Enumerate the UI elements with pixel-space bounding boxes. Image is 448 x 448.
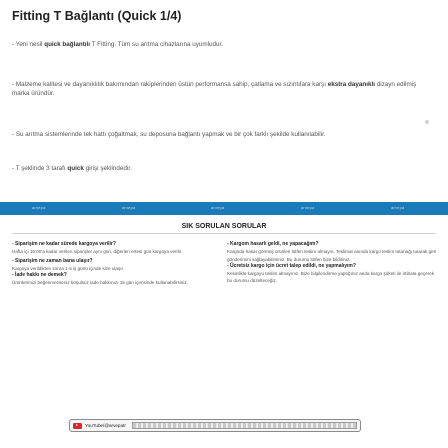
- faq-answer: Kargoya verildikten sonra 1-5 iş günü içinde size ulaşır.: [12, 265, 125, 271]
- faq-question: - Ücretsiz kargo için ücret talep edildi, ne yapmalıyım?: [227, 262, 356, 269]
- faq-answer: Kesinlikle kargoyu teslim almayınız. Bize bilgilendirme yaptığınız anda kargo şirketi ile irtibata geçerek bu durumu düzelteceğiz.: [227, 271, 435, 284]
- faq-question: - Siparişim ne zaman bana ulaşır?: [12, 257, 93, 264]
- brand-logo: arvepa: [211, 205, 225, 210]
- description-paragraph: - Yeni nesil quick bağlantılı T Fitting. Tüm su arıtma cihazlarına uyumludur.: [12, 41, 224, 48]
- description-paragraph: - T şeklinde 3 tarafı quick girişi şeklindedir.: [12, 165, 132, 172]
- faq-answer: Kargoda hasar görmüş ürünleri lütfen teslim almayın. Teslimat anında kargo teslim tutanağı tutarak geri gönderimini sağlayabilirsiniz. Bu durumu lütfen bize bildiriniz.: [227, 249, 437, 262]
- faq-answer: Ürünlerimizi beğenmezseniz koşulsuz iade hakkınızı 15 gün içerisinde kullanabilirsiniz.: [12, 280, 188, 286]
- description-paragraph: - Su arıtma sistemlerinde tek hattı çoğaltmak, su deposuna bağlantı yapmak ve bir çok farklı şekilde kullanılabilir.: [12, 131, 326, 138]
- brand-logo: arvepa: [122, 205, 136, 210]
- faq-question: - Siparişim ne kadar sürede kargoya verilir?: [12, 241, 116, 247]
- faq-title: SIK SORULAN SORULAR: [181, 223, 267, 230]
- youtube-footer-bar[interactable]: [69, 419, 361, 432]
- faq-question: - İade hakkı ne demek?: [12, 272, 67, 279]
- faq-question: - Kargom hasarlı geldi, ne yapacağım?: [227, 241, 319, 247]
- youtube-icon: [73, 423, 82, 429]
- faq-column-left: [12, 241, 217, 287]
- brand-logo: arvepa: [391, 205, 405, 210]
- divider: [12, 233, 436, 234]
- description-paragraph: - Malzeme kalitesi ve dayanıklılık bakımından rakiplerinden üstün performansa sahip, çatlama ve sızıntılara karşı ekstra dayanıklı dizayn edilmiş marka üründür.: [12, 81, 417, 97]
- footer-graphic: [132, 422, 357, 429]
- decorative-dot: [425, 120, 429, 124]
- youtube-channel-link[interactable]: YouTube/@arvepatr: [85, 423, 126, 428]
- product-title: Fitting T Bağlantı (Quick 1/4): [12, 9, 182, 23]
- brand-band: [0, 202, 448, 215]
- faq-answer: Hafta içi 16:00'a kadar verilen siparişler aynı gün, diğerleri ertesi gün kargoya verilir.: [12, 249, 183, 255]
- brand-logo: arvepa: [32, 205, 46, 210]
- faq-column-right: [227, 241, 439, 285]
- brand-logo: arvepa: [301, 205, 315, 210]
